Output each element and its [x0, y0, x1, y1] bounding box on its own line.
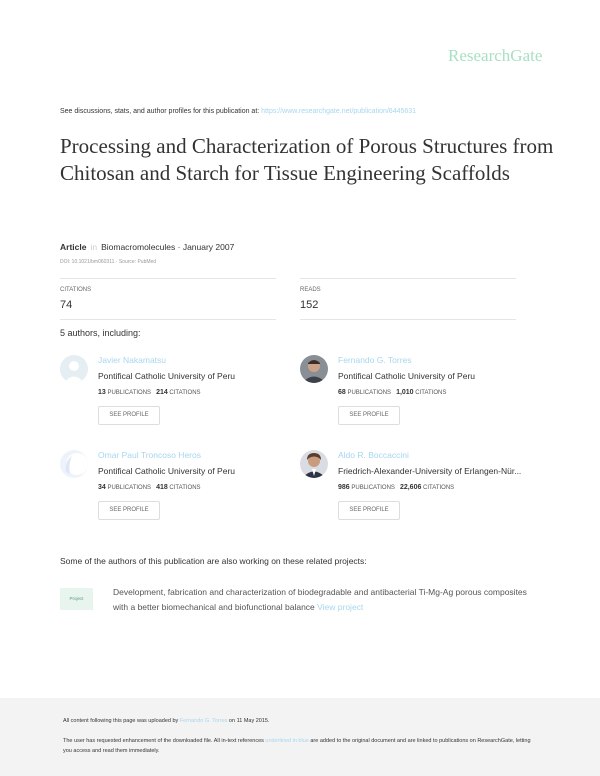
publications-count: 68 [338, 389, 346, 396]
enhancement-notice [63, 736, 533, 756]
upload-notice-post: on 11 May 2015. [227, 718, 270, 724]
upload-notice [63, 718, 270, 724]
citations-count: 1,010 [396, 389, 414, 396]
project-badge: Project [60, 588, 93, 610]
citations-label: CITATIONS [60, 287, 92, 293]
author-institution: Pontifical Catholic University of Peru [98, 466, 236, 476]
author-name-link[interactable]: Aldo R. Boccaccini [338, 450, 409, 460]
divider [300, 319, 516, 320]
publication-url-link[interactable]: https://www.researchgate.net/publication/6445631 [261, 108, 417, 115]
citations-label: CITATIONS [169, 390, 201, 396]
author-institution: Pontifical Catholic University of Peru [98, 371, 236, 381]
related-projects-heading: Some of the authors of this publication are also working on these related projects: [60, 556, 367, 566]
author-name-link[interactable]: Javier Nakamatsu [98, 355, 167, 365]
author-name-link[interactable]: Fernando G. Torres [338, 355, 412, 365]
author-stats [98, 389, 201, 396]
reads-value: 152 [300, 299, 319, 311]
see-profile-button[interactable]: SEE PROFILE [98, 501, 160, 520]
divider [60, 278, 276, 279]
paper-title: Processing and Characterization of Porous Structures from Chitosan and Starch for Tissue Engineering Scaffolds [60, 134, 554, 185]
author-institution: Pontifical Catholic University of Peru [338, 371, 476, 381]
citations-label: CITATIONS [169, 485, 201, 491]
avatar[interactable] [300, 355, 328, 383]
divider [300, 278, 516, 279]
author-card [60, 450, 310, 540]
meta-separator: in [90, 242, 98, 252]
author-stats [338, 389, 446, 396]
author-card [60, 355, 310, 445]
view-project-link[interactable]: View project [317, 602, 364, 612]
discussion-notice-text: See discussions, stats, and author profiles for this publication at: [60, 108, 262, 115]
avatar[interactable] [300, 450, 328, 478]
divider [60, 319, 276, 320]
author-name-link[interactable]: Omar Paul Troncoso Heros [98, 450, 201, 460]
see-profile-button[interactable]: SEE PROFILE [98, 406, 160, 425]
citations-label: CITATIONS [415, 390, 447, 396]
publications-label: PUBLICATIONS [107, 390, 152, 396]
doi-source: DOI: 10.1021/bm060311 · Source: PubMed [60, 259, 157, 265]
uploader-link[interactable]: Fernando G. Torres [179, 718, 228, 724]
avatar[interactable] [60, 450, 88, 478]
author-institution: Friedrich-Alexander-University of Erlangen-Nür... [338, 466, 522, 476]
citations-value: 74 [60, 299, 73, 311]
author-card [300, 450, 550, 540]
publications-label: PUBLICATIONS [351, 485, 395, 491]
author-card [300, 355, 550, 445]
publications-label: PUBLICATIONS [107, 485, 152, 491]
discussion-notice [60, 108, 416, 115]
publications-count: 13 [98, 389, 106, 396]
project-text: Development, fabrication and characterization of biodegradable and antibacterial Ti-Mg-Ag porous composites with a better biomechanical and biofunctional balance [113, 587, 527, 612]
avatar[interactable] [60, 355, 88, 383]
paper-meta [60, 242, 234, 252]
enhancement-notice-pre: The user has requested enhancement of the downloaded file. All in-text references [63, 738, 266, 744]
citations-label: CITATIONS [423, 485, 455, 491]
upload-notice-pre: All content following this page was uploaded by [63, 718, 180, 724]
author-stats [98, 484, 201, 491]
article-type: Article [60, 242, 87, 252]
project-description [113, 585, 543, 615]
publications-label: PUBLICATIONS [347, 390, 392, 396]
publications-count: 986 [338, 484, 350, 491]
underlined-in-blue-text: underlined in blue [265, 738, 309, 744]
see-profile-button[interactable]: SEE PROFILE [338, 406, 400, 425]
publications-count: 34 [98, 484, 106, 491]
journal-date: Biomacromolecules · January 2007 [101, 242, 235, 252]
citations-count: 418 [156, 484, 168, 491]
citations-count: 22,606 [399, 484, 422, 491]
reads-label: READS [300, 287, 321, 293]
researchgate-logo[interactable]: ResearchGate [448, 46, 543, 65]
citations-count: 214 [156, 389, 168, 396]
enhancement-notice-post: are added to the original document and are linked to publications on ResearchGate, letting you access and read them immediately. [63, 738, 531, 754]
authors-heading: 5 authors, including: [60, 328, 141, 338]
see-profile-button[interactable]: SEE PROFILE [338, 501, 400, 520]
author-stats [338, 484, 454, 491]
